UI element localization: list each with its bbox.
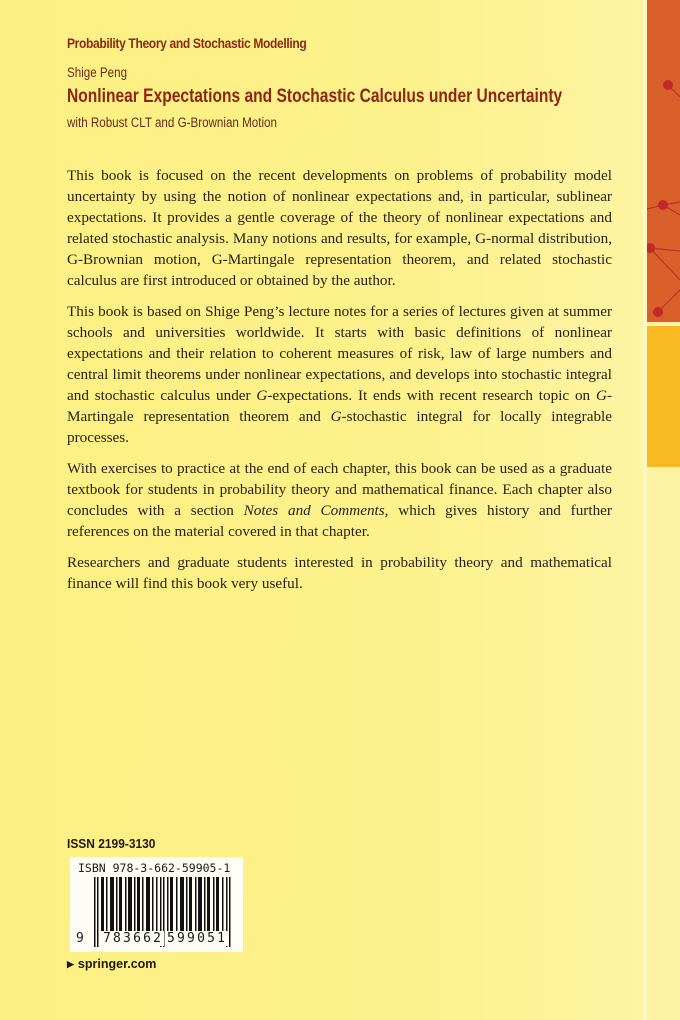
blurb-paragraph-4: Researchers and graduate students interested in probability theory and mathematical finance will find this book very useful. <box>67 554 612 592</box>
play-arrow-icon: ▶ <box>67 959 74 969</box>
blurb-paragraph-1: This book is focused on the recent developments on problems of probability model uncertainty by using the notion of nonlinear expectations and, in particular, sublinear expectations. It provides a gentle coverage of the theory of nonlinear expectations and related stochastic analysis. Many notions and results, for example, G-normal distribution, G-Brownian motion, G-Martingale representation theorem, and related stochastic calculus are first introduced or obtained by the author. <box>67 167 612 289</box>
book-title: Nonlinear Expectations and Stochastic Calculus under Uncertainty <box>67 86 563 107</box>
publisher-url: springer.com <box>77 957 157 971</box>
series-name: Probability Theory and Stochastic Modelling <box>67 35 307 51</box>
book-subtitle: with Robust CLT and G-Brownian Motion <box>67 115 277 130</box>
spine-gold-block <box>647 326 680 467</box>
author-name: Shige Peng <box>67 65 128 80</box>
blurb-paragraph-2: This book is based on Shige Peng’s lecture notes for a series of lectures given at summer schools and universities worldwide. It starts with basic definitions of nonlinear expectations and their relation to coherent measures of risk, law of large numbers and central limit theorems under nonlinear expectations, and develops into stochastic integral and stochastic calculus under G-expectations. It ends with recent research topic on G-Martingale representation theorem and G-stochastic integral for locally integrable processes. <box>67 303 612 446</box>
isbn-label: ISBN 978-3-662-59905-1 <box>78 861 231 875</box>
issn: ISSN 2199-3130 <box>67 836 156 851</box>
blurb <box>67 165 612 604</box>
blurb-paragraph-3: With exercises to practice at the end of each chapter, this book can be used as a graduate textbook for students in probability theory and mathematical finance. Each chapter also concludes with a section Notes and Comments, which gives history and further references on the material covered in that chapter. <box>67 460 612 540</box>
isbn-barcode: ISBN 978-3-662-59905-1 9 783662 599051 <box>70 857 243 952</box>
spine-pale-block <box>647 470 680 1020</box>
network-graph-icon <box>647 0 680 322</box>
publisher-link[interactable] <box>67 957 156 971</box>
